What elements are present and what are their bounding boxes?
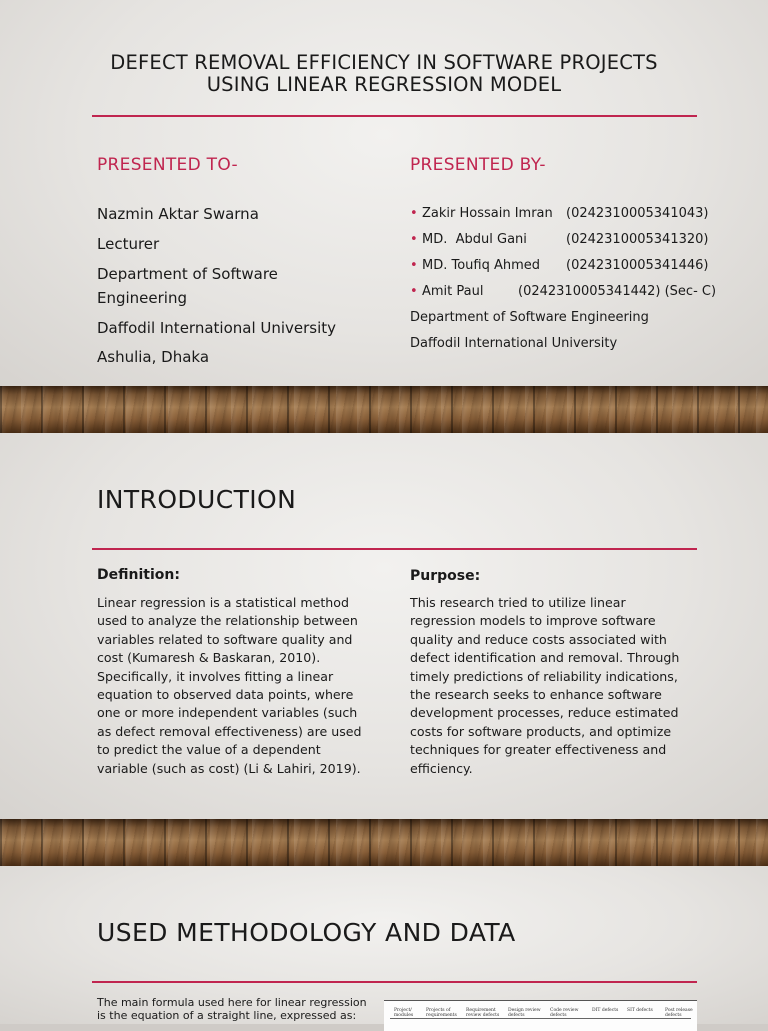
formula-intro-line: The main formula used here for linear regression	[97, 996, 367, 1009]
definition-line: as defect removal effectiveness) are used	[97, 723, 362, 739]
presenter-name: MD. Toufiq Ahmed	[422, 258, 541, 273]
methodology-divider	[92, 981, 697, 983]
list-item	[410, 230, 709, 256]
definition-heading: Definition:	[97, 567, 180, 583]
list-item	[410, 256, 709, 282]
purpose-line: defect identification and removal. Through	[410, 650, 680, 666]
presenter-id: (0242310005341442) (Sec- C)	[518, 284, 717, 299]
table-header: Projects of requirements	[426, 1008, 457, 1018]
presenter-id: (0242310005341043)	[566, 206, 709, 221]
presenters-university: Daffodil International University	[410, 336, 618, 351]
formula-intro	[97, 996, 367, 1022]
purpose-line: development processes, reduce estimated	[410, 705, 679, 721]
purpose-heading: Purpose:	[410, 568, 481, 584]
wood-floor-divider	[0, 386, 768, 433]
list-item	[410, 204, 709, 230]
presented-to-university: Daffodil International University	[97, 319, 337, 337]
bullet-icon: •	[410, 232, 418, 247]
presented-to-dept-line2: Engineering	[97, 289, 187, 307]
presented-by-heading: PRESENTED BY-	[410, 155, 546, 175]
slide-title	[0, 0, 768, 386]
presenter-id: (0242310005341446)	[566, 258, 709, 273]
presentation-title	[60, 52, 708, 96]
presenter-list	[410, 204, 717, 308]
presenter-id: (0242310005341320)	[566, 232, 709, 247]
title-divider	[92, 115, 697, 117]
purpose-line: quality and reduce costs associated with	[410, 631, 667, 647]
presented-to-heading: PRESENTED TO-	[97, 155, 238, 175]
purpose-paragraph	[410, 594, 691, 778]
methodology-title: USED METHODOLOGY AND DATA	[97, 918, 516, 947]
purpose-line: the research seeks to enhance software	[410, 687, 662, 703]
definition-paragraph	[97, 594, 378, 778]
purpose-line: timely predictions of reliability indications,	[410, 668, 678, 684]
table-header: Requirement review defects	[466, 1008, 500, 1018]
formula-intro-line: is the equation of a straight line, expressed as:	[97, 1009, 357, 1022]
bullet-icon: •	[410, 284, 418, 299]
bullet-icon: •	[410, 258, 418, 273]
presenter-name: Amit Paul	[422, 284, 484, 299]
presented-to-dept-line1: Department of Software	[97, 265, 278, 283]
table-header: SIT defects	[627, 1008, 653, 1013]
presented-to-name: Nazmin Aktar Swarna	[97, 205, 259, 223]
table-header: DIT defects	[592, 1008, 619, 1013]
presented-to-role: Lecturer	[97, 235, 160, 253]
purpose-line: regression models to improve software	[410, 613, 656, 629]
definition-line: Specifically, it involves fitting a linear	[97, 668, 334, 684]
table-header: Code review defects	[550, 1008, 579, 1018]
table-header: Design review defects	[508, 1008, 541, 1018]
bullet-icon: •	[410, 206, 418, 221]
purpose-line: techniques for greater effectiveness and	[410, 742, 667, 758]
presenter-name: Zakir Hossain Imran	[422, 206, 553, 221]
table-header: Project/ modules	[394, 1008, 414, 1018]
purpose-line: efficiency.	[410, 760, 473, 776]
introduction-title: INTRODUCTION	[97, 485, 297, 514]
presented-to-location: Ashulia, Dhaka	[97, 348, 210, 366]
definition-line: variables related to software quality and	[97, 631, 353, 647]
table-rule	[390, 1018, 691, 1019]
definition-line: equation to observed data points, where	[97, 687, 354, 703]
list-item	[410, 282, 717, 308]
table-header: Post release defects	[665, 1008, 693, 1018]
title-line-2: USING LINEAR REGRESSION MODEL	[206, 73, 562, 96]
presenter-name: MD. Abdul Gani	[422, 232, 527, 247]
definition-line: one or more independent variables (such	[97, 705, 358, 721]
presenters-department: Department of Software Engineering	[410, 310, 649, 325]
definition-line: cost (Kumaresh & Baskaran, 2010).	[97, 650, 321, 666]
definition-line: variable (such as cost) (Li & Lahiri, 2019).	[97, 760, 361, 776]
purpose-line: costs for software products, and optimize	[410, 723, 672, 739]
definition-line: Linear regression is a statistical method	[97, 595, 349, 610]
slide-introduction	[0, 433, 768, 819]
definition-line: to predict the value of a dependent	[97, 742, 321, 758]
purpose-line: This research tried to utilize linear	[410, 595, 626, 610]
wood-floor-divider	[0, 819, 768, 866]
title-line-1: DEFECT REMOVAL EFFICIENCY IN SOFTWARE PROJECTS	[110, 51, 658, 74]
data-table-image	[384, 1000, 697, 1031]
definition-line: used to analyze the relationship between	[97, 613, 358, 629]
introduction-divider	[92, 548, 697, 550]
